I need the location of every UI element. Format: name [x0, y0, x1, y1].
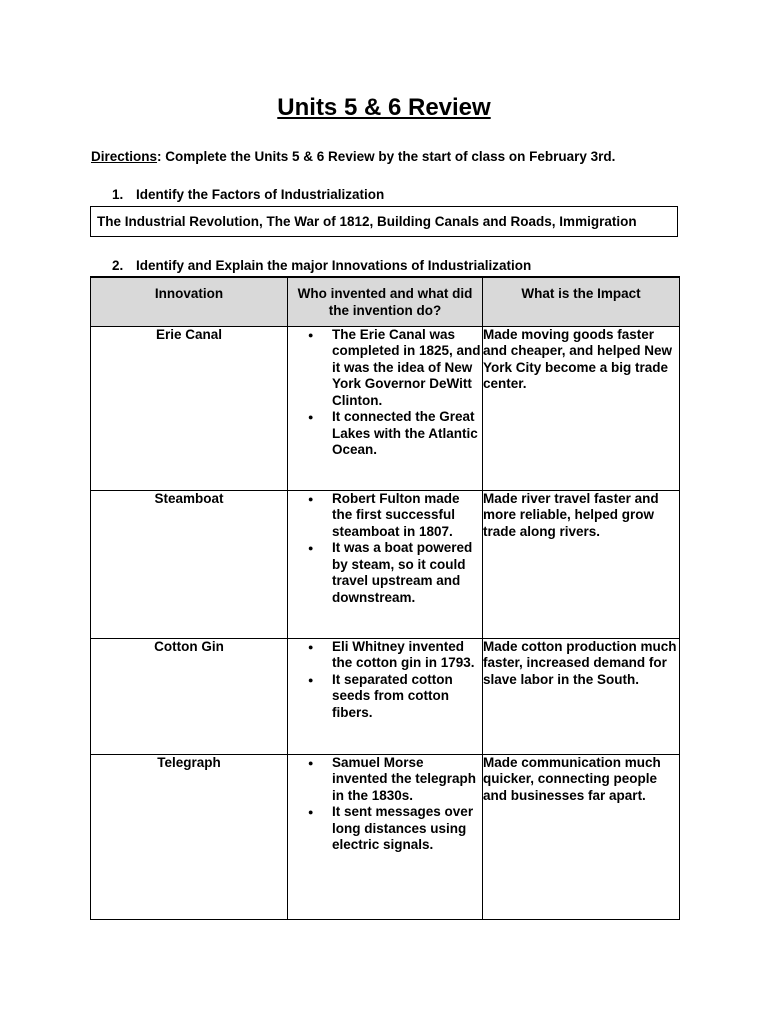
question-1	[112, 186, 384, 204]
table-row	[91, 490, 680, 638]
bullet-item: ● Samuel Morse invented the telegraph in the 1830s.	[332, 755, 482, 805]
question-2-number: 2.	[112, 258, 124, 273]
innovation-name: Telegraph	[91, 754, 288, 919]
factors-answer-box: The Industrial Revolution, The War of 1812, Building Canals and Roads, Immigration	[90, 206, 678, 237]
who-invented-cell	[288, 326, 483, 490]
directions	[91, 148, 615, 166]
bullet-item: ● It was a boat powered by steam, so it could travel upstream and downstream.	[332, 540, 482, 606]
question-2	[112, 257, 531, 275]
bullet-list	[288, 491, 482, 607]
header-innovation: Innovation	[91, 277, 288, 326]
bullet-item: ● The Erie Canal was completed in 1825, and it was the idea of New York Governor DeWitt Clinton.	[332, 327, 482, 410]
impact-cell: Made moving goods faster and cheaper, and helped New York City become a big trade center.	[483, 326, 680, 490]
question-1-number: 1.	[112, 187, 124, 202]
bullet-list	[288, 755, 482, 854]
bullet-item: ● It separated cotton seeds from cotton fibers.	[332, 672, 482, 722]
question-1-text: Identify the Factors of Industrialization	[136, 187, 385, 202]
table-row	[91, 754, 680, 919]
bullet-item: ● It connected the Great Lakes with the Atlantic Ocean.	[332, 409, 482, 459]
bullet-list	[288, 639, 482, 722]
impact-cell: Made river travel faster and more reliable, helped grow trade along rivers.	[483, 490, 680, 638]
page-title: Units 5 & 6 Review	[277, 94, 491, 121]
who-invented-cell	[288, 638, 483, 754]
who-invented-cell	[288, 754, 483, 919]
innovations-table	[90, 276, 680, 920]
innovation-name: Cotton Gin	[91, 638, 288, 754]
innovation-name: Steamboat	[91, 490, 288, 638]
header-impact: What is the Impact	[483, 277, 680, 326]
impact-cell: Made communication much quicker, connecting people and businesses far apart.	[483, 754, 680, 919]
impact-cell: Made cotton production much faster, increased demand for slave labor in the South.	[483, 638, 680, 754]
question-2-text: Identify and Explain the major Innovations of Industrialization	[136, 258, 532, 273]
directions-text: : Complete the Units 5 & 6 Review by the start of class on February 3rd.	[157, 149, 616, 164]
innovation-name: Erie Canal	[91, 326, 288, 490]
table-row	[91, 638, 680, 754]
table-row	[91, 326, 680, 490]
bullet-item: ● Robert Fulton made the first successful steamboat in 1807.	[332, 491, 482, 541]
bullet-item: ● Eli Whitney invented the cotton gin in 1793.	[332, 639, 482, 672]
bullet-list	[288, 327, 482, 459]
table-header-row	[91, 277, 680, 326]
header-who-invented: Who invented and what did the invention do?	[288, 277, 483, 326]
directions-label: Directions	[91, 149, 158, 164]
who-invented-cell	[288, 490, 483, 638]
bullet-item: ● It sent messages over long distances using electric signals.	[332, 804, 482, 854]
